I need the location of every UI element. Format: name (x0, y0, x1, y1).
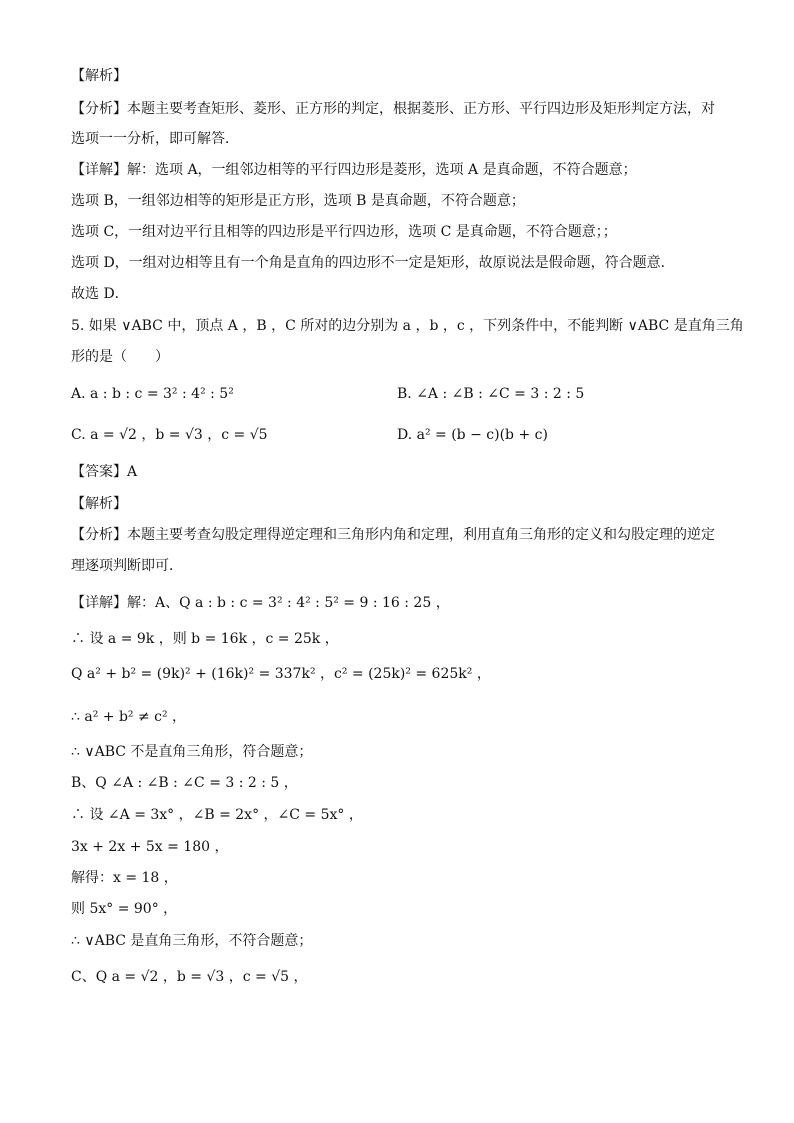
solution-line-1: 【详解】解：A、Q a : b : c = 3² : 4² : 5² = 9 : 16 : 25 ， (71, 595, 450, 611)
solution-line-2: ∴ 设 a = 9k ，则 b = 16k ，c = 25k ， (71, 631, 339, 647)
section-heading-analysis-2: 【解析】 (71, 496, 127, 512)
question-5-line-1: 5. 如果 ∨ABC 中，顶点 A ，B ，C 所对的边分别为 a ，b ，c ，下列条件中，不能判断 ∨ABC 是直角三角 (71, 318, 744, 334)
solution-line-7: ∴ 设 ∠A = 3x° ，∠B = 2x° ，∠C = 5x° ， (71, 807, 363, 823)
answer-choice-line: 故选 D． (71, 286, 129, 302)
option-b: B. ∠A : ∠B : ∠C = 3 : 2 : 5 (397, 386, 585, 402)
section-heading-analysis-1: 【解析】 (71, 68, 127, 84)
option-a: A. a : b : c = 3² : 4² : 5² (71, 386, 234, 402)
analysis-2-line-1: 【分析】本题主要考查勾股定理得逆定理和三角形内角和定理，利用直角三角形的定义和勾股定理的逆定 (71, 527, 715, 543)
solution-line-10: 则 5x° = 90° ， (71, 901, 178, 917)
detail-paragraph-line-2: 选项 B，一组邻边相等的矩形是正方形，选项 B 是真命题，不符合题意； (71, 193, 525, 209)
solution-line-5: ∴ ∨ABC 不是直角三角形，符合题意； (71, 744, 313, 760)
solution-line-3: Q a² + b² = (9k)² + (16k)² = 337k² ，c² = (25k)² = 625k² ， (71, 666, 491, 682)
solution-line-8: 3x + 2x + 5x = 180 ， (71, 839, 229, 855)
answer-heading: 【答案】A (71, 464, 138, 480)
solution-line-9: 解得：x = 18 ， (71, 870, 178, 886)
option-c: C. a = √2 ，b = √3 ，c = √5 (71, 427, 268, 443)
analysis-paragraph-line-2: 选项一一分析，即可解答． (71, 131, 239, 147)
solution-line-4: ∴ a² + b² ≠ c² ， (71, 709, 187, 725)
solution-line-6: B、Q ∠A : ∠B : ∠C = 3 : 2 : 5 ， (71, 775, 298, 791)
solution-line-12: C、Q a = √2 ，b = √3 ，c = √5 ， (71, 969, 308, 985)
detail-paragraph-line-1: 【详解】解：选项 A，一组邻边相等的平行四边形是菱形，选项 A 是真命题，不符合题意； (71, 162, 637, 178)
question-5-line-2: 形的是（ ） (71, 349, 169, 365)
option-d: D. a² = (b − c)(b + c) (397, 427, 548, 443)
analysis-2-line-2: 理逐项判断即可． (71, 558, 183, 574)
analysis-paragraph-line-1: 【分析】本题主要考查矩形、菱形、正方形的判定，根据菱形、正方形、平行四边形及矩形判定方法，对 (71, 101, 715, 117)
detail-paragraph-line-4: 选项 D，一组对边相等且有一个角是直角的四边形不一定是矩形，故原说法是假命题，符合题意． (71, 255, 675, 271)
detail-paragraph-line-3: 选项 C，一组对边平行且相等的四边形是平行四边形，选项 C 是真命题，不符合题意；； (71, 224, 617, 240)
solution-line-11: ∴ ∨ABC 是直角三角形，不符合题意； (71, 933, 313, 949)
